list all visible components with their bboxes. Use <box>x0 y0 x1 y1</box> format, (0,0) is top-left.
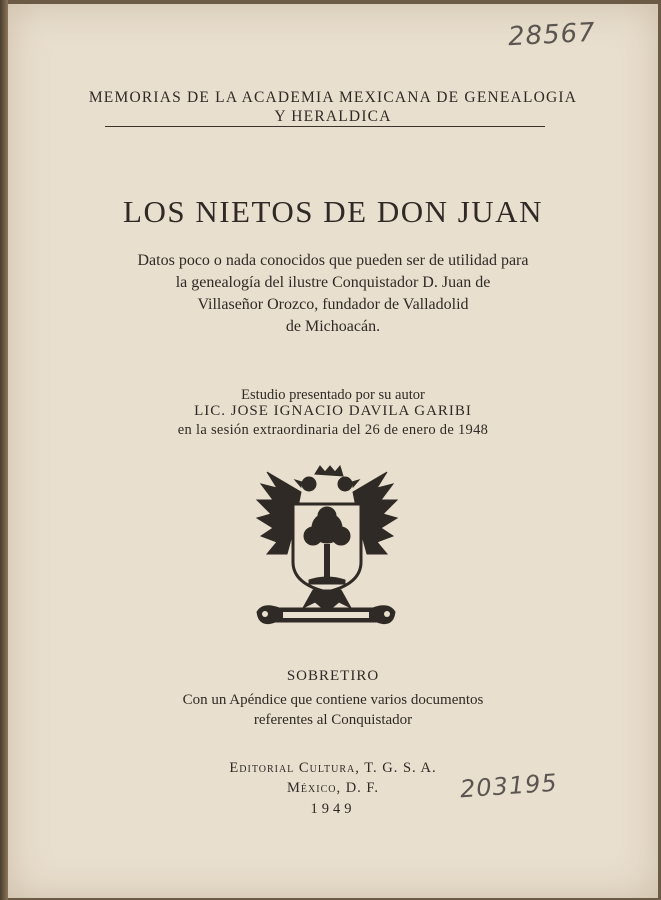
presentation-intro: Estudio presentado por su autor <box>241 387 425 403</box>
appendix-note <box>8 690 658 730</box>
subtitle-line-2: la genealogía del ilustre Conquistador D. Juan de <box>175 274 491 291</box>
subtitle-line-1: Datos poco o nada conocidos que pueden ser de utilidad para <box>137 252 529 269</box>
subtitle-line-3: Villaseñor Orozco, fundador de Valladolid <box>197 296 469 313</box>
series-divider <box>105 126 545 127</box>
session-date: en la sesión extraordinaria del 26 de enero de 1948 <box>177 422 489 438</box>
title-page <box>8 4 658 898</box>
offprint-label: SOBRETIRO <box>286 668 380 684</box>
publication-year: 1949 <box>310 801 356 817</box>
author-name: LIC. JOSE IGNACIO DAVILA GARIBI <box>194 403 472 419</box>
series-line-1: MEMORIAS DE LA ACADEMIA MEXICANA DE GENEALOGIA <box>88 89 578 106</box>
book-title: LOS NIETOS DE DON JUAN <box>123 194 543 229</box>
series-line-2: Y HERALDICA <box>274 108 392 125</box>
accession-number-bottom: 203195 <box>459 768 559 804</box>
double-headed-eagle-crest-icon <box>253 462 398 632</box>
book-subtitle <box>8 250 658 338</box>
appendix-line-1: Con un Apéndice que contiene varios documentos <box>182 692 484 708</box>
subtitle-line-4: de Michoacán. <box>285 318 381 335</box>
accession-number-top: 28567 <box>507 17 597 53</box>
book-spine-edge <box>0 0 8 900</box>
series-heading <box>8 88 658 126</box>
publisher-city: México, D. F. <box>287 780 379 796</box>
publisher-name: Editorial Cultura, T. G. S. A. <box>229 760 437 776</box>
appendix-line-2: referentes al Conquistador <box>253 712 413 728</box>
